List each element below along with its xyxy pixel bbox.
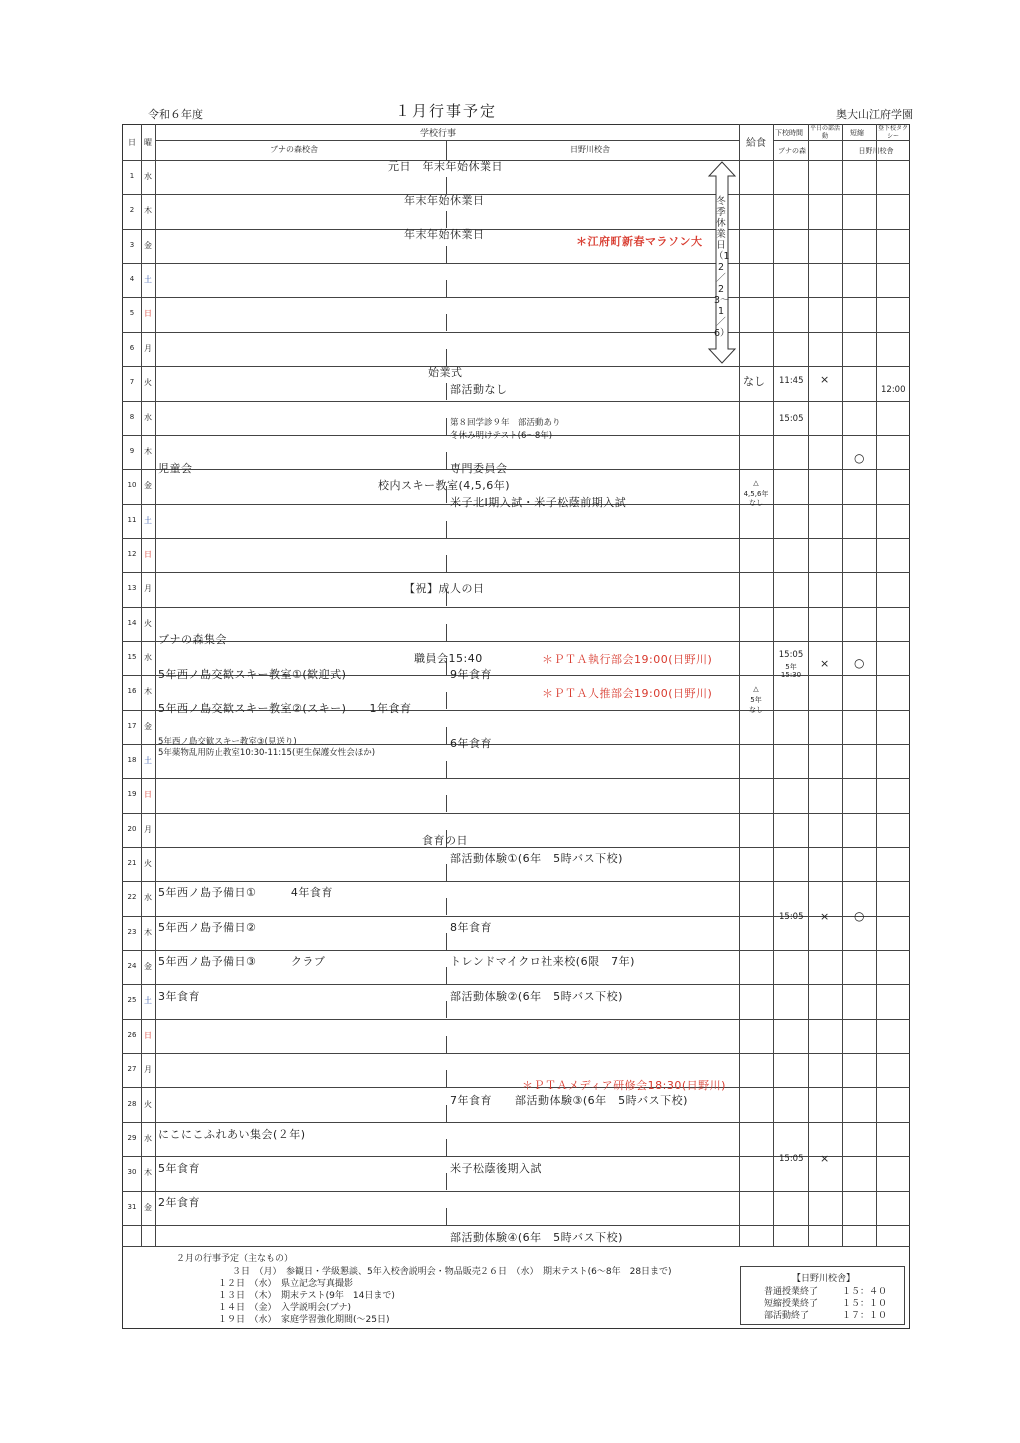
table-row-day: 5 [129,309,135,318]
row-divider [122,401,910,402]
campus-divider [446,1001,447,1018]
d16-lunch-2: 5年 [750,696,762,704]
table-row-day: 25 [127,996,137,1005]
event-d10-common: 校内スキー教室(4,5,6年) [378,479,511,492]
d15-short: ○ [854,656,865,670]
row-divider [122,1225,910,1226]
table-row-day: 10 [127,481,137,490]
table-row-weekday: 火 [144,618,152,628]
campus-divider [446,1173,447,1190]
row-divider [122,469,910,470]
school-name: 奥大山江府学園 [836,108,913,121]
divider [122,160,910,161]
row-divider [122,229,910,230]
table-row-weekday: 土 [144,275,152,285]
campus-divider [446,624,447,641]
d15-club: × [820,657,830,670]
table-row-weekday: 月 [144,824,152,834]
table-row-weekday: 火 [144,859,152,868]
table-row-weekday: 木 [144,446,152,456]
table-row-day: 15 [127,652,137,661]
table-row-day: 30 [127,1168,137,1177]
table-row-weekday: 水 [144,412,152,422]
event-d16-red: ＊ＰＴＡ人推部会19:00(日野川) [542,687,713,700]
table-row-day: 11 [127,515,137,524]
campus-divider [446,280,447,297]
event-d8-hino-1: 第８回学診９年 部活動あり [450,418,561,428]
campus-divider [446,1070,447,1087]
table-row-day: 4 [129,275,135,284]
event-d17-buna-2: 5年薬物乱用防止教室10:30-11:15(更生保護女性会ほか) [158,748,376,758]
d22-time: 15:05 [779,912,804,922]
table-row-weekday: 木 [144,206,152,216]
footer-right-item: ２６日 （水） 期末テスト(6〜8年 28日まで) [480,1267,672,1277]
campus-divider [446,383,447,400]
box-time: １５：１０ [842,1299,888,1309]
d15-time-2: 5年 [785,663,797,671]
divider [446,140,447,160]
campus-divider [446,795,447,812]
table-row-weekday: 木 [144,927,152,937]
table-row-weekday: 金 [144,962,152,972]
col-taxi: 登下校タクシー [878,125,909,140]
table-row-weekday: 土 [144,996,152,1006]
event-d24-hino: 部活動体験②(6年 5時バス下校) [450,990,623,1003]
event-d23-buna: 5年西ノ島予備日③ クラブ [158,955,326,968]
table-row-day: 2 [129,206,135,215]
table-row-weekday: 日 [144,790,152,800]
event-d29-buna: 5年食育 [158,1162,200,1175]
d7-time: 11:45 [779,376,804,386]
table-row-day: 7 [129,378,135,387]
d10-lunch-1: △ [753,479,759,487]
campus-divider [446,933,447,950]
col-school-events: 学校行事 [420,129,457,139]
footer-item: １２日 （水） 県立記念写真撮影 [218,1279,354,1289]
event-d20-common: 食育の日 [422,834,468,847]
event-d9-hino: 専門委員会 [450,462,508,475]
footer-item: １９日 （水） 家庭学習強化期間(〜25日) [218,1315,390,1325]
d29-club: × [820,1152,830,1165]
event-d15-common: 職員会15:40 [414,652,483,665]
footer-item: ３日 （月） 参観日・学級懇談、5年入校舎説明会・物品販売 [232,1267,481,1277]
page-title: １月行事予定 [395,102,498,120]
campus-divider [446,418,447,435]
campus-divider [446,727,447,744]
col-day: 日 [128,138,136,147]
table-row-weekday: 火 [144,378,152,388]
row-divider [122,1087,910,1088]
table-row-weekday: 火 [144,1099,152,1109]
table-row-weekday: 木 [144,687,152,697]
campus-divider [446,246,447,263]
table-row-day: 31 [127,1202,137,1211]
footer-item: １４日 （金） 入学説明会(ブナ) [218,1303,352,1313]
col-club: 平日の部活動 [810,125,841,140]
row-divider [122,1019,910,1020]
row-divider [122,1191,910,1192]
table-row-weekday: 土 [144,756,152,765]
event-d24-buna: 3年食育 [158,990,200,1003]
divider [155,124,156,1246]
d9-short: ○ [854,451,865,465]
d7-lunch: なし [743,375,765,388]
schedule-table [122,124,910,1329]
event-d15-buna: 5年西ノ島交歓スキー教室①(歓迎式) [158,668,347,681]
divider [141,124,142,1246]
table-row-weekday: 日 [144,549,152,559]
d7-club: × [820,373,830,386]
event-d30-buna: 2年食育 [158,1196,200,1209]
table-row-weekday: 月 [144,584,152,594]
table-row-day: 1 [129,172,135,180]
row-divider [122,847,910,848]
campus-divider [446,555,447,572]
era-year: 令和６年度 [148,108,203,121]
row-divider [122,366,910,367]
table-row-weekday: 金 [144,1202,152,1212]
d15-time-1: 15:05 [778,650,804,660]
event-d1: 元日 年末年始休業日 [388,160,503,173]
box-time: １５：４０ [842,1287,888,1297]
row-divider [122,263,910,264]
row-divider [122,572,910,573]
d10-lunch-3: なし [749,499,763,507]
campus-divider [446,1208,447,1225]
event-d13: 【祝】成人の日 [404,582,485,595]
row-divider [122,297,910,298]
campus-divider [446,692,447,709]
table-row-day: 21 [127,859,137,867]
footer-heading: ２月の行事予定（主なもの） [176,1254,294,1264]
table-row-day: 20 [127,824,137,833]
event-d10-hino: 米子北Ⅰ期入試・米子松蔭前期入試 [450,496,627,509]
table-row-weekday: 水 [144,893,152,903]
d16-lunch-3: なし [749,706,763,714]
divider [773,124,774,1246]
campus-divider [446,521,447,538]
table-row-day: 9 [129,446,135,455]
event-d22-buna: 5年西ノ島予備日② [158,921,257,934]
table-row-weekday: 水 [144,1133,152,1143]
event-d27-hino: 7年食育 部活動体験③(6年 5時バス下校) [450,1094,688,1107]
event-d17-buna-1: 5年西ノ島交歓スキー教室③(見送り) [158,737,297,747]
row-divider [122,194,910,195]
table-row-day: 23 [127,927,137,936]
table-row-weekday: 金 [144,721,152,731]
event-d17-hino: 6年食育 [450,737,492,750]
table-row-weekday: 木 [144,1168,152,1178]
table-row-weekday: 水 [144,652,152,662]
row-divider [122,607,910,608]
table-row-day: 13 [127,584,137,593]
event-d15-red: ＊ＰＴＡ執行部会19:00(日野川) [542,653,713,666]
divider [155,140,739,141]
row-divider [122,538,910,539]
table-row-weekday: 月 [144,1065,152,1075]
event-d27-red: ＊ＰＴＡメディア研修会18:30(日野川) [522,1079,726,1092]
event-d14-buna: ブナの森集会 [158,633,227,646]
row-divider [122,641,910,642]
col-dismissal: 下校時間 [775,129,803,137]
event-d8-hino-2: 冬休み明けテスト(6〜8年) [450,431,553,441]
event-d31-hino: 部活動体験④(6年 5時バス下校) [450,1231,623,1244]
event-d7-hino: 部活動なし [450,383,508,396]
table-row-day: 24 [127,962,137,971]
event-d28-buna: にこにこふれあい集会(２年) [158,1128,306,1141]
col-dismissal-buna: ブナの森 [778,147,806,155]
event-d20-hino: 部活動体験①(6年 5時バス下校) [450,852,623,865]
table-row-day: 3 [129,240,135,249]
row-divider [122,1053,910,1054]
campus-divider [446,1139,447,1156]
table-row-day: 8 [129,412,135,421]
event-d7-common: 始業式 [428,366,463,379]
event-d29-hino: 米子松蔭後期入試 [450,1162,542,1175]
event-d9-buna: 児童会 [158,462,193,475]
table-row-day: 18 [127,756,137,764]
box-label: 短縮授業終了 [764,1299,819,1309]
event-d3-red: ＊江府町新春マラソン大 [576,235,703,248]
box-title: 【日野川校舎】 [792,1274,856,1284]
campus-divider [446,452,447,469]
table-row-weekday: 土 [144,515,152,525]
row-divider [122,1122,910,1123]
col-hino-group: 日野川校舎 [858,147,894,155]
divider [808,124,809,1246]
table-row-day: 12 [127,549,137,558]
table-row-weekday: 水 [144,172,152,181]
campus-divider [446,1105,447,1122]
row-divider [122,813,910,814]
campus-divider [446,761,447,778]
d7-taxi: 12:00 [881,385,906,395]
event-d2: 年末年始休業日 [404,194,485,207]
table-row-weekday: 金 [144,240,152,250]
col-campus-hino: 日野川校舎 [570,145,610,154]
d10-lunch-2: 4,5,6年 [743,490,769,498]
campus-divider [446,314,447,331]
col-campus-buna: ブナの森校舎 [270,145,318,154]
table-row-day: 14 [127,618,137,627]
event-d21-buna: 5年西ノ島予備日① 4年食育 [158,886,333,899]
campus-divider [446,967,447,984]
col-lunch: 給食 [746,138,766,149]
table-row-weekday: 日 [144,1030,152,1040]
divider [876,124,877,1246]
table-row-weekday: 日 [144,309,152,319]
footer-item: １３日 （木） 期末テスト(9年 14日まで) [218,1291,395,1301]
box-time: １７：１０ [842,1311,888,1321]
divider [122,1246,910,1247]
row-divider [122,984,910,985]
table-row-day: 27 [127,1065,137,1074]
table-row-day: 6 [129,343,135,352]
col-weekday: 曜 [144,138,152,147]
table-row-day: 16 [127,687,137,696]
row-divider [122,950,910,951]
box-label: 普通授業終了 [764,1287,819,1297]
row-divider [122,332,910,333]
event-d23-hino: トレンドマイクロ社来校(6限 7年) [450,955,635,968]
table-row-day: 29 [127,1133,137,1142]
d8-time: 15:05 [779,414,804,424]
d22-club: × [820,910,830,923]
table-row-day: 28 [127,1099,137,1108]
campus-divider [446,898,447,915]
d15-time-3: 15:30 [780,671,802,679]
d16-lunch-1: △ [753,685,759,693]
divider [842,124,843,1246]
table-row-day: 19 [127,790,137,799]
event-d16-buna: 5年西ノ島交歓スキー教室②(スキー) 1年食育 [158,702,412,715]
table-row-weekday: 月 [144,343,152,353]
table-row-day: 26 [127,1030,137,1039]
campus-divider [446,864,447,881]
campus-divider [446,1036,447,1053]
table-row-day: 17 [127,721,137,730]
col-shortened: 短縮 [850,129,864,137]
event-d3: 年末年始休業日 [404,228,485,241]
table-row-weekday: 金 [144,481,152,491]
box-label: 部活動終了 [764,1311,810,1321]
d29-time: 15:05 [779,1154,804,1164]
winter-break-label: 冬季休業日（12／23〜1／6） [714,196,730,339]
event-d15-hino: 9年食育 [450,668,492,681]
d22-short: ○ [854,909,865,923]
row-divider [122,778,910,779]
row-divider [122,881,910,882]
table-row-day: 22 [127,893,137,902]
event-d22-hino: 8年食育 [450,921,492,934]
